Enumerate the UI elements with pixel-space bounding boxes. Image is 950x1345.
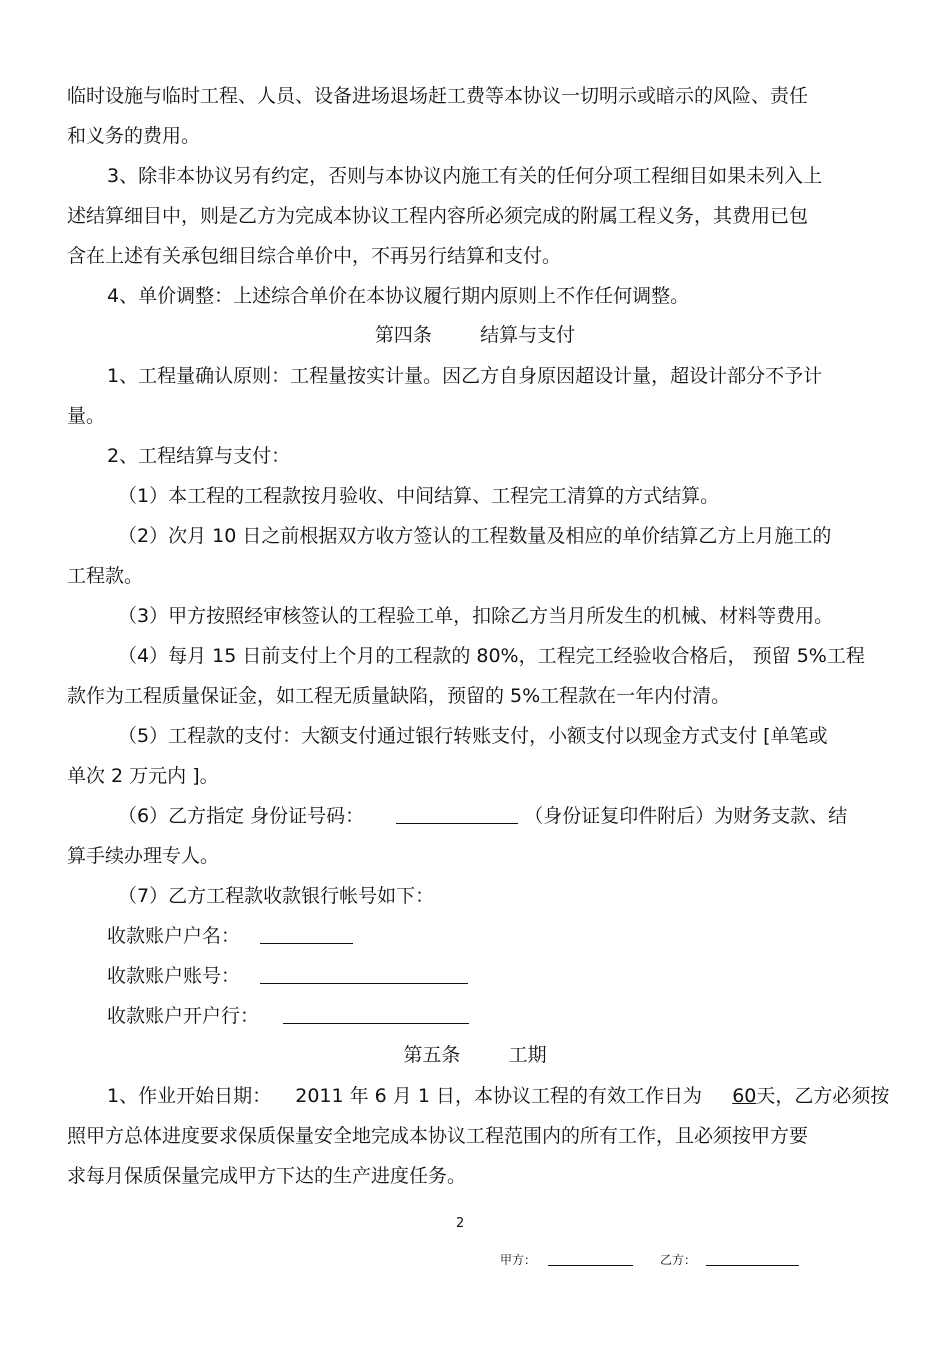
account-number-row — [107, 964, 468, 988]
paragraph-line: （5）工程款的支付：大额支付通过银行转账支付，小额支付以现金方式支付 [单笔或 — [118, 725, 828, 747]
paragraph-line: 含在上述有关承包细目综合单价中，不再另行结算和支付。 — [67, 245, 562, 267]
working-days-value: 60 — [732, 1085, 757, 1107]
account-name-row — [107, 924, 353, 948]
account-name-blank[interactable] — [260, 925, 353, 944]
paragraph-line-start-date — [107, 1084, 889, 1108]
account-bank-blank[interactable] — [283, 1005, 469, 1024]
start-date-text: 1、作业开始日期： 2011 年 6 月 1 日，本协议工程的有效工作日为 — [107, 1085, 733, 1107]
paragraph-line: （4）每月 15 日前支付上个月的工程款的 80%，工程完工经验收合格后， 预留 5%工程 — [118, 645, 865, 667]
designated-person-label: （6）乙方指定 身份证号码： — [118, 805, 365, 827]
account-bank-row — [107, 1004, 469, 1028]
paragraph-line: 算手续办理专人。 — [67, 845, 220, 867]
paragraph-line: 和义务的费用。 — [67, 125, 201, 147]
account-name-label: 收款账户户名： — [107, 925, 241, 947]
party-a-label: 甲方： — [500, 1253, 537, 1267]
id-copy-note: （身份证复印件附后）为财务支款、结 — [524, 805, 848, 827]
id-number-blank[interactable] — [396, 805, 518, 824]
paragraph-line: 照甲方总体进度要求保质保量安全地完成本协议工程范围内的所有工作，且必须按甲方要 — [67, 1125, 809, 1147]
paragraph-line: 量。 — [67, 405, 106, 427]
page-number: 2 — [456, 1216, 465, 1231]
party-b-signature — [660, 1252, 799, 1268]
paragraph-line: （1）本工程的工程款按月验收、中间结算、工程完工清算的方式结算。 — [118, 485, 720, 507]
paragraph-line: （3）甲方按照经审核签认的工程验工单，扣除乙方当月所发生的机械、材料等费用。 — [118, 605, 834, 627]
article-5-heading: 第五条 工期 — [403, 1044, 547, 1066]
article-4-heading: 第四条 结算与支付 — [374, 324, 576, 346]
paragraph-line: （7）乙方工程款收款银行帐号如下： — [118, 885, 435, 907]
start-date-text-tail: 天，乙方必须按 — [756, 1085, 890, 1107]
account-number-label: 收款账户账号： — [107, 965, 241, 987]
paragraph-line: （2）次月 10 日之前根据双方收方签认的工程数量及相应的单价结算乙方上月施工的 — [118, 525, 832, 547]
account-bank-label: 收款账户开户行： — [107, 1005, 260, 1027]
paragraph-line: 4、单价调整：上述综合单价在本协议履行期内原则上不作任何调整。 — [107, 285, 690, 307]
paragraph-line: 单次 2 万元内 ]。 — [67, 765, 219, 787]
party-a-blank[interactable] — [548, 1253, 633, 1266]
paragraph-line: 2、工程结算与支付： — [107, 445, 291, 467]
paragraph-line: 款作为工程质量保证金，如工程无质量缺陷，预留的 5%工程款在一年内付清。 — [67, 685, 731, 707]
paragraph-line: 3、除非本协议另有约定，否则与本协议内施工有关的任何分项工程细目如果未列入上 — [107, 165, 823, 187]
paragraph-line: 1、工程量确认原则：工程量按实计量。因乙方自身原因超设计量，超设计部分不予计 — [107, 365, 823, 387]
account-number-blank[interactable] — [260, 965, 468, 984]
party-a-signature — [500, 1252, 633, 1268]
paragraph-line: 工程款。 — [67, 565, 144, 587]
paragraph-line: 求每月保质保量完成甲方下达的生产进度任务。 — [67, 1165, 467, 1187]
paragraph-line: 述结算细目中，则是乙方为完成本协议工程内容所必须完成的附属工程义务，其费用已包 — [67, 205, 809, 227]
party-b-blank[interactable] — [706, 1253, 799, 1266]
paragraph-line-id-number — [118, 804, 847, 828]
party-b-label: 乙方： — [660, 1253, 697, 1267]
paragraph-line: 临时设施与临时工程、人员、设备进场退场赶工费等本协议一切明示或暗示的风险、责任 — [67, 85, 809, 107]
